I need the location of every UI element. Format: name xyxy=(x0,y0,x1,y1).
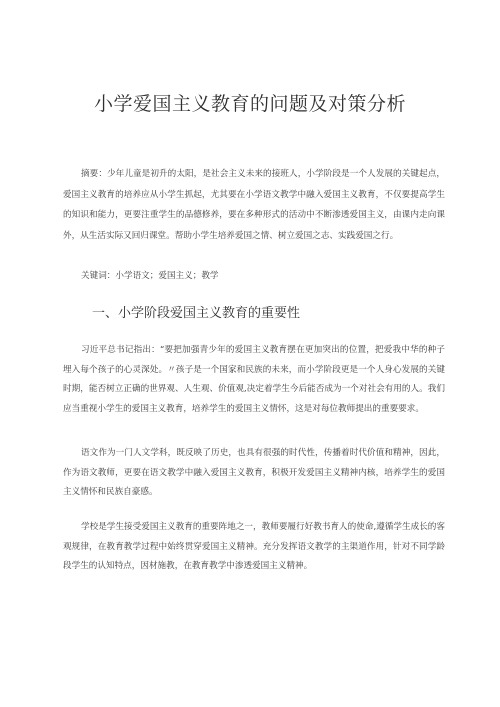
body-paragraph: 语文作为一门人文学科，既反映了历史，也具有很强的时代性，传播着时代价值和精神，因此，作为语文教师，更要在语文教学中融入爱国主义教育，积极开发爱国主义精神内核，培养学生的爱国主义情怀和民族自豪感。 xyxy=(63,448,445,497)
abstract-paragraph: 摘要：少年儿童是初升的太阳，是社会主义未来的接班人，小学阶段是一个人发展的关键起点，爱国主义教育的培养应从小学生抓起，尤其要在小学语文教学中融入爱国主义教育，不仅要提高学生的知识和能力，更要注重学生的品德修养，要在多种形式的活动中不断渗透爱国主义，由课内走向课外，从生活实际又回归课堂。帮助小学生培养爱国之情、树立爱国之志、实践爱国之行。 xyxy=(63,169,445,241)
body-paragraph: 学校是学生接受爱国主义教育的重要阵地之一，教师要履行好教书育人的使命,遵循学生成长的客观规律，在教育教学过程中始终贯穿爱国主义精神。充分发挥语文教学的主渠道作用，针对不同学龄段学生的认知特点，因材施教，在教育教学中渗透爱国主义精神。 xyxy=(63,522,445,571)
body-paragraph: 习近平总书记指出：“要把加强青少年的爱国主义教育摆在更加突出的位置，把爱我中华的种子埋入每个孩子的心灵深处。〃孩子是一个国家和民族的未来，而小学阶段更是一个人身心发展的关键时期，能否树立正确的世界观、人生观、价值观,决定着学生今后能否成为一个对社会有用的人。我们应当重视小学生的爱国主义教育，培养学生的爱国主义情怀，这是对每位教师提出的重要要求。 xyxy=(63,345,445,414)
document-title: 小学爱国主义教育的问题及对策分析 xyxy=(93,93,406,115)
keywords-line: 关键词：小学语文；爱国主义；教学 xyxy=(81,271,219,281)
section-heading-importance: 一、小学阶段爱国主义教育的重要性 xyxy=(92,306,301,321)
